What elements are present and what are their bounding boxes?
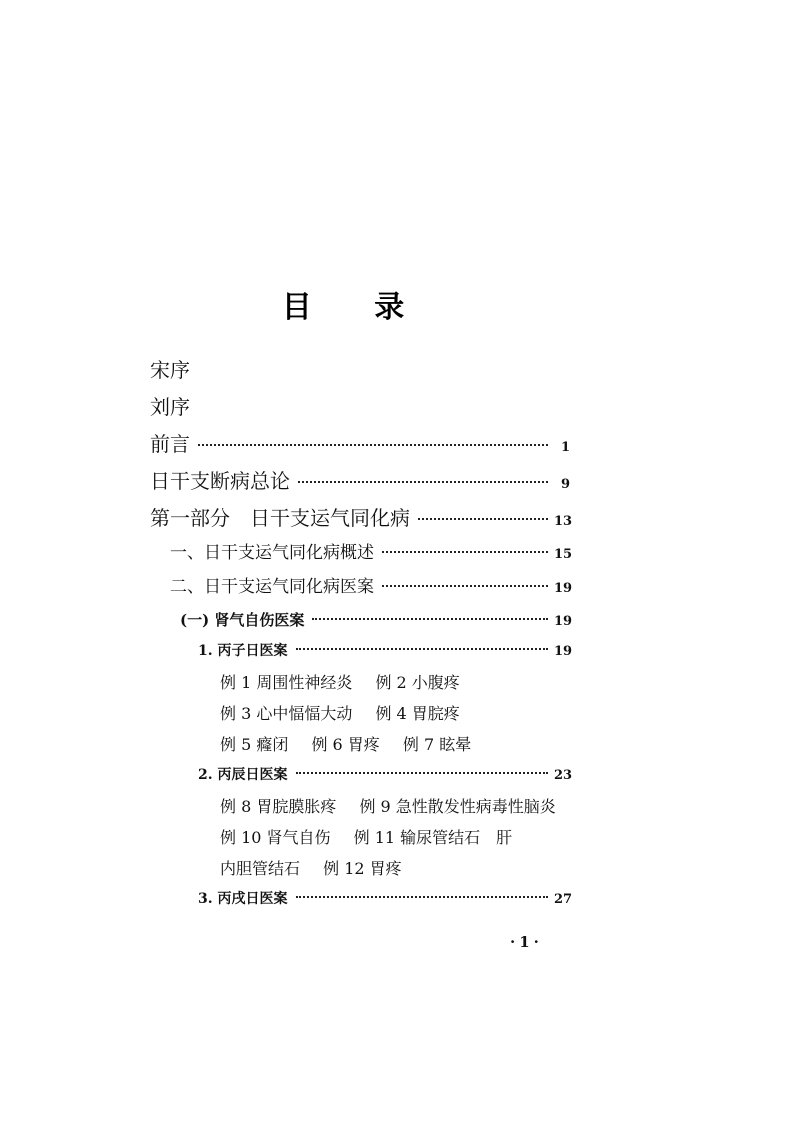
- toc-entry-bingchen[interactable]: [150, 760, 573, 791]
- case-list-line: [150, 729, 570, 760]
- case-entry[interactable]: 例 5 癃闭: [220, 735, 289, 754]
- toc-label: 3. 丙戌日医案: [198, 891, 288, 907]
- case-entry[interactable]: 例 9 急性散发性病毒性脑炎: [359, 797, 556, 816]
- case-entry[interactable]: 例 1 周围性神经炎: [220, 673, 353, 692]
- toc-entry-kidney-qi[interactable]: [150, 604, 573, 636]
- toc-label: 刘序: [150, 395, 190, 419]
- case-entry[interactable]: 例 10 肾气自伤: [220, 828, 331, 847]
- leader-dots: [382, 585, 548, 587]
- table-of-contents: [150, 352, 573, 915]
- case-list-line: [150, 822, 570, 853]
- leader-dots: [296, 772, 549, 774]
- toc-label: 日干支断病总论: [150, 469, 290, 493]
- leader-dots: [312, 618, 548, 620]
- toc-page-number: 19: [554, 614, 573, 629]
- case-entry[interactable]: 例 7 眩晕: [402, 735, 472, 754]
- leader-dots: [296, 896, 549, 898]
- toc-label: 前言: [150, 432, 190, 456]
- leader-dots: [198, 444, 548, 446]
- case-entry[interactable]: 例 8 胃脘膜胀疼: [220, 797, 337, 816]
- toc-entry-song-preface[interactable]: [150, 352, 570, 389]
- toc-page-number: 9: [560, 477, 570, 492]
- case-entry[interactable]: 内胆管结石: [220, 859, 301, 878]
- toc-page-number: 1: [560, 440, 570, 455]
- case-entry[interactable]: 例 12 胃疼: [323, 859, 402, 878]
- case-entry[interactable]: 例 2 小腹疼: [375, 673, 460, 692]
- toc-label: 2. 丙辰日医案: [198, 767, 288, 783]
- toc-page-number: 15: [554, 547, 573, 562]
- case-entry[interactable]: 例 3 心中愊愊大动: [220, 704, 353, 723]
- case-list-line: [150, 667, 570, 698]
- toc-entry-overview[interactable]: [150, 536, 573, 570]
- toc-page-number: 27: [554, 892, 573, 907]
- toc-entry-bingxu[interactable]: [150, 884, 573, 915]
- toc-label: 一、日干支运气同化病概述: [170, 543, 374, 563]
- toc-label: 1. 丙子日医案: [198, 643, 288, 659]
- toc-entry-general-theory[interactable]: [150, 463, 570, 500]
- case-list-line: [150, 853, 570, 884]
- toc-page-number: 13: [554, 514, 573, 529]
- toc-entry-liu-preface[interactable]: [150, 389, 570, 426]
- toc-entry-foreword[interactable]: [150, 426, 570, 463]
- toc-label: 宋序: [150, 358, 190, 382]
- case-entry[interactable]: 例 6 胃疼: [311, 735, 380, 754]
- case-entry[interactable]: 例 11 输尿管结石 肝: [353, 828, 513, 847]
- toc-page-number: 19: [554, 581, 573, 596]
- leader-dots: [418, 518, 548, 520]
- toc-page-number: 19: [554, 644, 573, 659]
- toc-page-number: 23: [554, 768, 573, 783]
- toc-entry-case-records[interactable]: [150, 570, 573, 604]
- page-title: 目 录: [281, 290, 431, 325]
- toc-label: (一) 肾气自伤医案: [180, 611, 305, 629]
- case-list-line: [150, 791, 570, 822]
- toc-label: 第一部分 日干支运气同化病: [150, 506, 410, 530]
- leader-dots: [296, 648, 549, 650]
- leader-dots: [382, 551, 548, 553]
- toc-label: 二、日干支运气同化病医案: [170, 577, 374, 597]
- case-entry[interactable]: 例 4 胃脘疼: [375, 704, 460, 723]
- toc-entry-part-one[interactable]: [150, 500, 573, 536]
- leader-dots: [298, 481, 548, 483]
- case-list-line: [150, 698, 570, 729]
- page-number: ·1·: [510, 933, 543, 951]
- toc-entry-bingzi[interactable]: [150, 636, 573, 667]
